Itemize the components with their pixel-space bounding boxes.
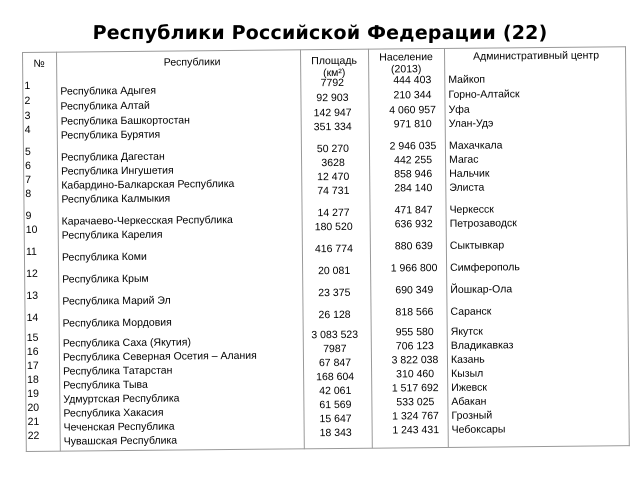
- population-value: 1 243 431: [392, 424, 440, 437]
- area-value: 61 569: [319, 398, 352, 412]
- header-population: Население (2013): [379, 51, 433, 76]
- row-number: 11: [25, 245, 37, 258]
- republic-name: Республика Алтай: [60, 99, 150, 113]
- area-value: 3628: [321, 156, 345, 170]
- admin-center: Улан-Удэ: [448, 117, 494, 130]
- population-value: 1 517 692: [391, 382, 439, 395]
- population-value: 210 344: [393, 89, 432, 102]
- row-number: 12: [26, 267, 38, 280]
- row-number: 16: [26, 345, 39, 358]
- header-num: №: [33, 57, 45, 70]
- republic-name: Республика Калмыкия: [61, 192, 171, 206]
- republic-name: Республика Карелия: [61, 228, 163, 242]
- area-value: 142 947: [313, 106, 352, 120]
- admin-center: Якутск: [450, 325, 483, 338]
- area-value: 168 604: [316, 370, 355, 384]
- admin-center: Нальчик: [449, 167, 490, 180]
- population-value: 444 403: [393, 74, 432, 87]
- area-value: 20 081: [317, 264, 351, 278]
- row-number: 6: [25, 159, 31, 172]
- page-title: Республики Российской Федерации (22): [92, 22, 548, 44]
- population-value: 3 822 038: [391, 354, 439, 367]
- republic-name: Республика Ингушетия: [61, 164, 174, 178]
- population-value: 471 847: [394, 204, 433, 217]
- population-value: 818 566: [395, 306, 434, 319]
- row-number: 13: [26, 289, 39, 302]
- republic-name: Республика Хакасия: [63, 406, 164, 420]
- area-value: 7987: [323, 342, 347, 356]
- row-number: 4: [24, 123, 31, 136]
- admin-center: Чебоксары: [451, 423, 506, 436]
- row-number: 18: [27, 373, 39, 386]
- population-value: 4 060 957: [389, 104, 436, 117]
- area-value: 7792: [320, 76, 345, 90]
- republic-name: Республика Бурятия: [60, 128, 161, 142]
- admin-center: Саранск: [450, 305, 492, 318]
- admin-center: Черкесск: [449, 203, 494, 216]
- republic-name: Республика Северная Осетия – Алания: [62, 349, 257, 364]
- admin-center: Кызыл: [451, 367, 484, 380]
- population-value: 858 946: [394, 168, 433, 181]
- admin-center: Йошкар-Ола: [450, 283, 513, 296]
- republic-name: Республика Марий Эл: [62, 294, 171, 308]
- row-number: 20: [27, 401, 40, 414]
- area-value: 180 520: [314, 220, 353, 234]
- population-value: 533 025: [396, 396, 435, 409]
- area-value: 23 375: [318, 286, 351, 300]
- population-value: 971 810: [393, 118, 432, 131]
- area-value: 74 731: [317, 184, 350, 198]
- republic-name: Республика Татарстан: [63, 364, 173, 378]
- admin-center: Петрозаводск: [449, 217, 517, 230]
- header-republic: Республики: [163, 56, 221, 69]
- row-number: 5: [24, 145, 31, 158]
- admin-center: Уфа: [448, 103, 470, 116]
- area-value: 67 847: [318, 356, 352, 370]
- row-number: 9: [25, 209, 32, 222]
- admin-center: Магас: [448, 153, 479, 166]
- row-number: 22: [27, 429, 40, 442]
- republic-name: Республика Саха (Якутия): [62, 336, 191, 350]
- admin-center: Абакан: [451, 395, 487, 408]
- population-value: 880 639: [394, 240, 433, 253]
- population-value: 310 460: [396, 368, 435, 381]
- column-divider: [368, 49, 373, 449]
- admin-center: Майкоп: [448, 73, 486, 86]
- area-value: 12 470: [317, 170, 350, 184]
- population-value: 636 932: [394, 218, 433, 231]
- row-number: 7: [25, 173, 32, 186]
- population-value: 706 123: [395, 340, 434, 353]
- row-number: 17: [26, 359, 39, 372]
- table-border-right: [625, 46, 630, 446]
- admin-center: Ижевск: [451, 381, 488, 394]
- row-number: 8: [25, 187, 32, 200]
- republic-name: Удмуртская Республика: [63, 392, 180, 406]
- republic-name: Республика Адыгея: [60, 84, 157, 98]
- area-value: 92 903: [316, 91, 349, 105]
- area-value: 26 128: [318, 308, 351, 322]
- admin-center: Горно-Алтайск: [448, 88, 520, 101]
- republic-name: Чеченская Республика: [63, 420, 175, 434]
- area-value: 3 083 523: [311, 328, 359, 342]
- republic-name: Республика Башкортостан: [60, 114, 190, 128]
- population-value: 1 966 800: [390, 262, 438, 275]
- admin-center: Владикавказ: [450, 339, 514, 352]
- republic-name: Республика Коми: [61, 250, 147, 264]
- area-value: 416 774: [314, 242, 353, 256]
- row-number: 3: [24, 109, 31, 122]
- republic-name: Республика Дагестан: [60, 150, 165, 164]
- row-number: 10: [25, 223, 38, 236]
- header-area: Площадь (км²): [311, 54, 358, 80]
- row-number: 19: [27, 387, 40, 400]
- area-value: 351 334: [313, 120, 352, 134]
- republic-name: Кабардино-Балкарская Республика: [61, 177, 235, 192]
- area-value: 50 270: [316, 142, 350, 156]
- row-number: 21: [27, 415, 40, 428]
- row-number: 14: [26, 311, 39, 324]
- area-value: 18 343: [319, 426, 352, 440]
- republic-name: Республика Крым: [62, 272, 149, 286]
- admin-center: Симферополь: [450, 261, 520, 274]
- row-number: 2: [24, 94, 31, 107]
- admin-center: Грозный: [451, 409, 493, 422]
- admin-center: Сыктывкар: [449, 239, 505, 252]
- header-center: Административный центр: [473, 49, 600, 63]
- population-value: 690 349: [395, 284, 434, 297]
- population-value: 2 946 035: [389, 140, 437, 153]
- population-value: 1 324 767: [392, 410, 439, 423]
- population-value: 284 140: [394, 182, 433, 195]
- admin-center: Элиста: [449, 181, 485, 194]
- republic-name: Республика Тыва: [63, 378, 148, 392]
- population-value: 955 580: [395, 326, 434, 339]
- admin-center: Казань: [450, 353, 485, 366]
- area-value: 14 277: [317, 206, 350, 220]
- republic-name: Карачаево-Черкесская Республика: [61, 213, 233, 228]
- population-value: 442 255: [394, 154, 433, 167]
- republic-name: Чувашская Республика: [63, 434, 178, 448]
- admin-center: Махачкала: [448, 139, 503, 152]
- republics-table: [22, 46, 630, 456]
- row-number: 15: [26, 331, 39, 344]
- area-value: 42 061: [319, 384, 352, 398]
- area-value: 15 647: [319, 412, 352, 426]
- republic-name: Республика Мордовия: [62, 316, 172, 330]
- row-number: 1: [24, 79, 31, 92]
